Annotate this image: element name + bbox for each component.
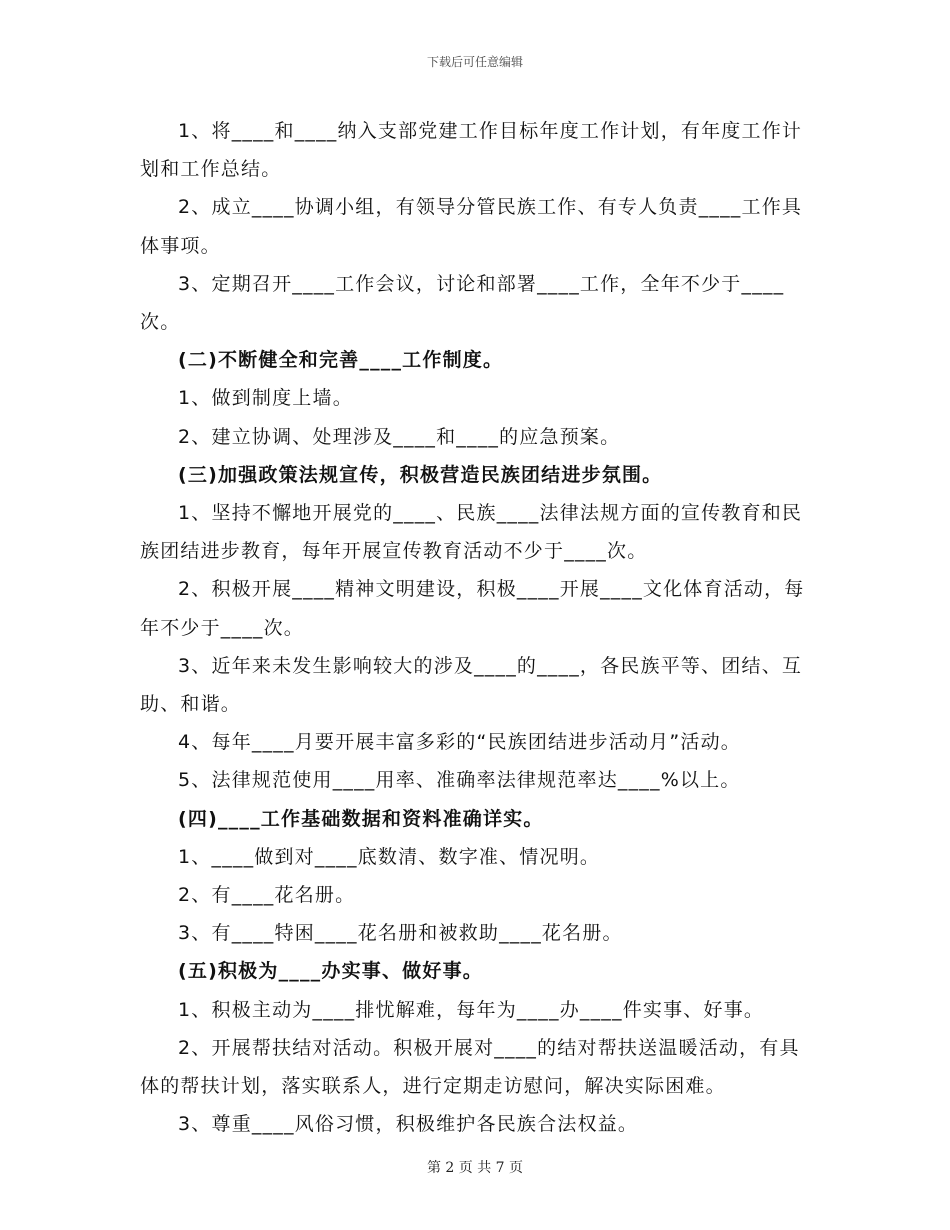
paragraph: 2、开展帮扶结对活动。积极开展对____的结对帮扶送温暖活动，有具体的帮扶计划，落实联系人，进行定期走访慰问，解决实际困难。 [140,1036,800,1098]
paragraph: 3、尊重____风俗习惯，积极维护各民族合法权益。 [178,1113,639,1136]
paragraph: 1、____做到对____底数清、数字准、情况明。 [178,845,601,868]
paragraph: 4、每年____月要开展丰富多彩的“民族团结进步活动月”活动。 [178,731,741,754]
paragraph: 3、定期召开____工作会议，讨论和部署____工作，全年不少于____次。 [140,272,785,334]
paragraph: 1、做到制度上墙。 [178,387,353,410]
paragraph: 1、坚持不懈地开展党的____、民族____法律法规方面的宣传教育和民族团结进步教育，每年开展宣传教育活动不少于____次。 [140,502,803,563]
page-footer: 第 2 页 共 7 页 [426,1160,524,1176]
page-header: 下载后可任意编辑 [426,55,523,69]
section-heading: (四)____工作基础数据和资料准确详实。 [178,807,544,830]
paragraph: 1、积极主动为____排忧解难，每年为____办____件实事、好事。 [178,998,765,1021]
document-body [140,112,812,1143]
paragraph: 2、有____花名册。 [178,884,356,907]
section-heading: (五)积极为____办实事、做好事。 [178,960,483,983]
paragraph: 2、成立____协调小组，有领导分管民族工作、有专人负责____工作具体事项。 [140,196,803,257]
paragraph: 3、近年来未发生影响较大的涉及____的____，各民族平等、团结、互助、和谐。 [140,654,803,716]
paragraph: 2、积极开展____精神文明建设，积极____开展____文化体育活动，每年不少于____次。 [140,578,805,639]
paragraph: 2、建立协调、处理涉及____和____的应急预案。 [178,425,621,448]
paragraph: 5、法律规范使用____用率、准确率法律规范率达____%以上。 [178,769,741,792]
paragraph: 1、将____和____纳入支部党建工作目标年度工作计划，有年度工作计划和工作总结。 [140,120,803,181]
paragraph: 3、有____特困____花名册和被救助____花名册。 [178,922,623,945]
section-heading: (二)不断健全和完善____工作制度。 [178,349,504,372]
section-heading: (三)加强政策法规宣传，积极营造民族团结进步氛围。 [178,463,663,486]
